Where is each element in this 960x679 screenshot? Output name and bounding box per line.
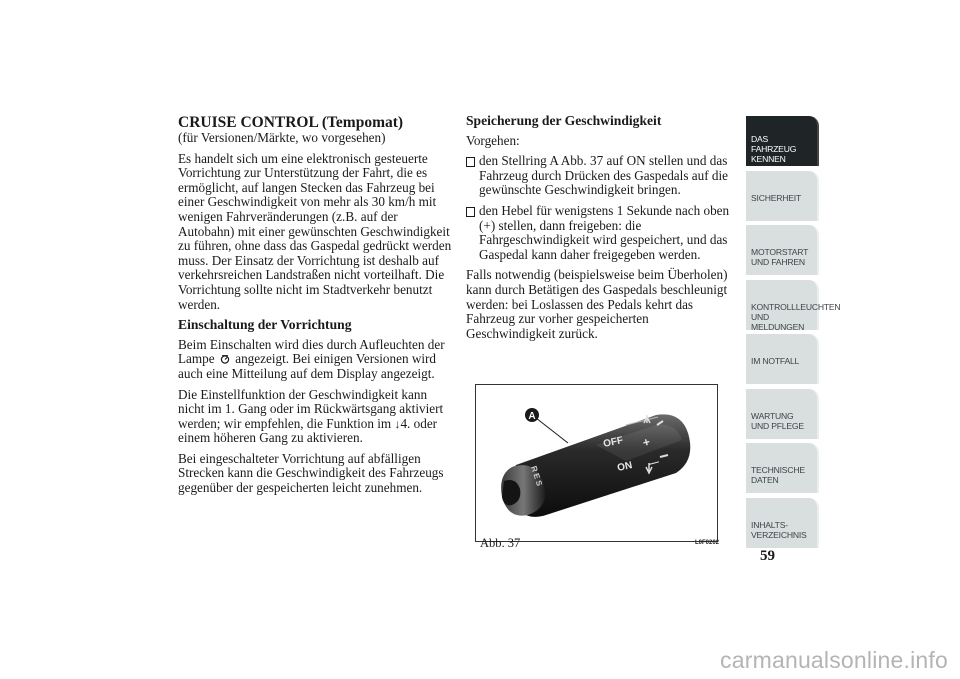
activation-text-a: Beim Einschalten wird dies durch Aufleuchten der Lampe	[178, 336, 445, 367]
gear-paragraph	[178, 388, 453, 446]
tab-kontrollleuchten[interactable]: KONTROLLLEUCHTEN UND MELDUNGEN	[746, 280, 819, 330]
plus-label: +	[641, 434, 652, 450]
checkbox-bullet-icon	[466, 207, 475, 217]
tab-das-fahrzeug-kennen[interactable]: DAS FAHRZEUG KENNEN	[746, 116, 819, 166]
gear-arrow-icon: ↓	[394, 416, 401, 431]
figure-cruise-lever	[475, 384, 718, 542]
activation-text-b: angezeigt. Bei einigen Versionen wird auch eine Mitteilung auf dem Display angezeigt.	[178, 351, 437, 381]
cruise-control-lever-illustration	[476, 385, 717, 541]
tab-wartung-und-pflege[interactable]: WARTUNG UND PFLEGE	[746, 389, 819, 439]
minus-label: —	[647, 456, 661, 470]
cruise-control-lamp-icon	[220, 354, 230, 364]
activation-heading: Einschaltung der Vorrichtung	[178, 317, 352, 333]
page-number: 59	[760, 548, 775, 564]
left-column	[178, 114, 453, 502]
store-speed-heading: Speicherung der Geschwindigkeit	[466, 113, 662, 128]
watermark-link[interactable]: carmanualsonline.info	[720, 647, 948, 673]
slope-paragraph: Bei eingeschalteter Vorrichtung auf abfälligen Strecken kann die Geschwindigkeit des Fahrzeugs gegenüber der gespeicherten leicht zunehmen.	[178, 450, 444, 496]
list-item	[466, 154, 736, 198]
tab-sicherheit[interactable]: SICHERHEIT	[746, 171, 819, 221]
figure-caption: Abb. 37	[480, 536, 521, 550]
res-label: RES	[529, 464, 545, 489]
list-item-text: den Stellring A Abb. 37 auf ON stellen und das Fahrzeug durch Drücken des Gaspedals auf die gewünschte Geschwindigkeit bringen.	[479, 153, 729, 198]
right-column	[466, 114, 736, 347]
off-label: OFF	[602, 435, 625, 450]
list-item	[466, 204, 736, 262]
tab-technische-daten[interactable]: TECHNISCHE DATEN	[746, 443, 819, 493]
figure-code: L0F0202	[695, 540, 720, 546]
chapter-tabs	[746, 116, 841, 552]
gear-text-b: . oder einem höheren Gang zu aktivieren.	[178, 415, 438, 446]
overtake-paragraph: Falls notwendig (beispielsweise beim Überholen) kann durch Betätigen des Gaspedals beschleunigt werden: bei Loslassen des Pedals kehrt das Fahrzeug zur vorher gespeicherten Geschwindigkeit zurück.	[466, 267, 728, 341]
list-item-text: den Hebel für wenigstens 1 Sekunde nach oben (+) stellen, dann freigeben: die Fahrgeschwindigkeit wird gespeichert, und das Gaspedal kann daher freigegeben werden.	[479, 202, 730, 262]
gear-number: 4	[400, 415, 408, 431]
gear-text-a: Die Einstellfunktion der Geschwindigkeit kann nicht im 1. Gang oder im Rückwärtsgang aktiviert werden; wir empfehlen, die Funktion im	[178, 386, 444, 431]
callout-a: A	[528, 411, 536, 422]
on-label: ON	[616, 460, 634, 474]
tab-inhaltsverzeichnis[interactable]: INHALTS- VERZEICHNIS	[746, 498, 819, 548]
tab-motorstart-und-fahren[interactable]: MOTORSTART UND FAHREN	[746, 225, 819, 275]
procedure-lead: Vorgehen:	[466, 132, 520, 148]
intro-paragraph: Es handelt sich um eine elektronisch gesteuerte Vorrichtung zur Unterstützung der Fahrt, die es ermöglicht, auf langen Stecken das Fahrzeug bei einer Geschwindigkeit von mehr als 30 km/h mit wenigen Fahrveränderungen (z.B. auf der Autobahn) mit einer gewünschten Geschwindigkeit zu führen, ohne dass das Gaspedal gedrückt werden muss. Der Einsatz der Vorrichtung ist deshalb auf verkehrsreichen Landstraßen nicht vorteilhaft. Die Vorrichtung sollte nicht im Stadtverkehr benutzt werden.	[178, 150, 452, 312]
tab-im-notfall[interactable]: IM NOTFALL	[746, 334, 819, 384]
activation-paragraph	[178, 338, 453, 382]
section-title: CRUISE CONTROL (Tempomat)	[178, 114, 404, 131]
checkbox-bullet-icon	[466, 157, 475, 167]
section-subtitle: (für Versionen/Märkte, wo vorgesehen)	[178, 130, 386, 145]
